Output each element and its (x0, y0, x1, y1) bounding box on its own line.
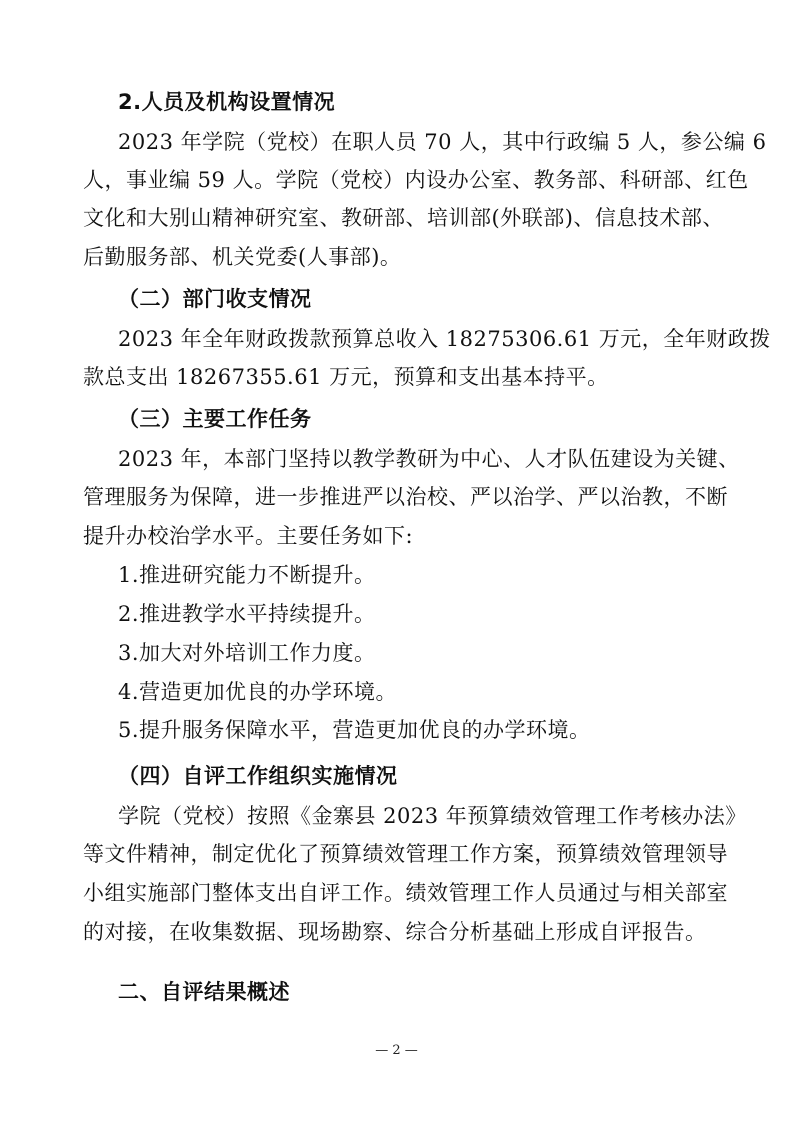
paragraph-line: 2023 年学院（党校）在职人员 70 人，其中行政编 5 人，参公编 6 (118, 130, 767, 154)
task-list-item: 2.推进教学水平持续提升。 (118, 602, 376, 626)
paragraph-line: 提升办校治学水平。主要任务如下: (83, 524, 414, 548)
paragraph-line: 小组实施部门整体支出自评工作。绩效管理工作人员通过与相关部室 (83, 881, 728, 905)
task-list-item: 4.营造更加优良的办学环境。 (118, 680, 398, 704)
paragraph-line: 学院（党校）按照《金寨县 2023 年预算绩效管理工作考核办法》 (118, 804, 747, 828)
paragraph-line: 的对接，在收集数据、现场勘察、综合分析基础上形成自评报告。 (83, 920, 707, 944)
paragraph-line: 后勤服务部、机关党委(人事部)。 (83, 245, 402, 269)
paragraph-line: 人，事业编 59 人。学院（党校）内设办公室、教务部、科研部、红色 (83, 168, 749, 192)
section-heading-results: 二、自评结果概述 (118, 980, 290, 1004)
paragraph-line: 文化和大别山精神研究室、教研部、培训部(外联部)、信息技术部、 (83, 206, 724, 230)
section-heading-finance: （二）部门收支情况 (118, 287, 312, 311)
paragraph-line: 等文件精神，制定优化了预算绩效管理工作方案，预算绩效管理领导 (83, 842, 728, 866)
paragraph-line: 款总支出 18267355.61 万元，预算和支出基本持平。 (83, 365, 609, 389)
page-number: — 2 — (375, 1043, 418, 1058)
paragraph-line: 2023 年，本部门坚持以教学教研为中心、人才队伍建设为关键、 (118, 447, 740, 471)
task-list-item: 3.加大对外培训工作力度。 (118, 641, 376, 665)
section-heading-selfeval: （四）自评工作组织实施情况 (118, 764, 398, 788)
paragraph-line: 2023 年全年财政拨款预算总收入 18275306.61 万元，全年财政拨 (118, 327, 771, 351)
section-heading-org: 2.人员及机构设置情况 (118, 90, 336, 114)
task-list-item: 5.提升服务保障水平，营造更加优良的办学环境。 (118, 718, 591, 742)
section-heading-tasks: （三）主要工作任务 (118, 407, 312, 431)
task-list-item: 1.推进研究能力不断提升。 (118, 563, 376, 587)
paragraph-line: 管理服务为保障，进一步推进严以治校、严以治学、严以治教，不断 (83, 485, 728, 509)
